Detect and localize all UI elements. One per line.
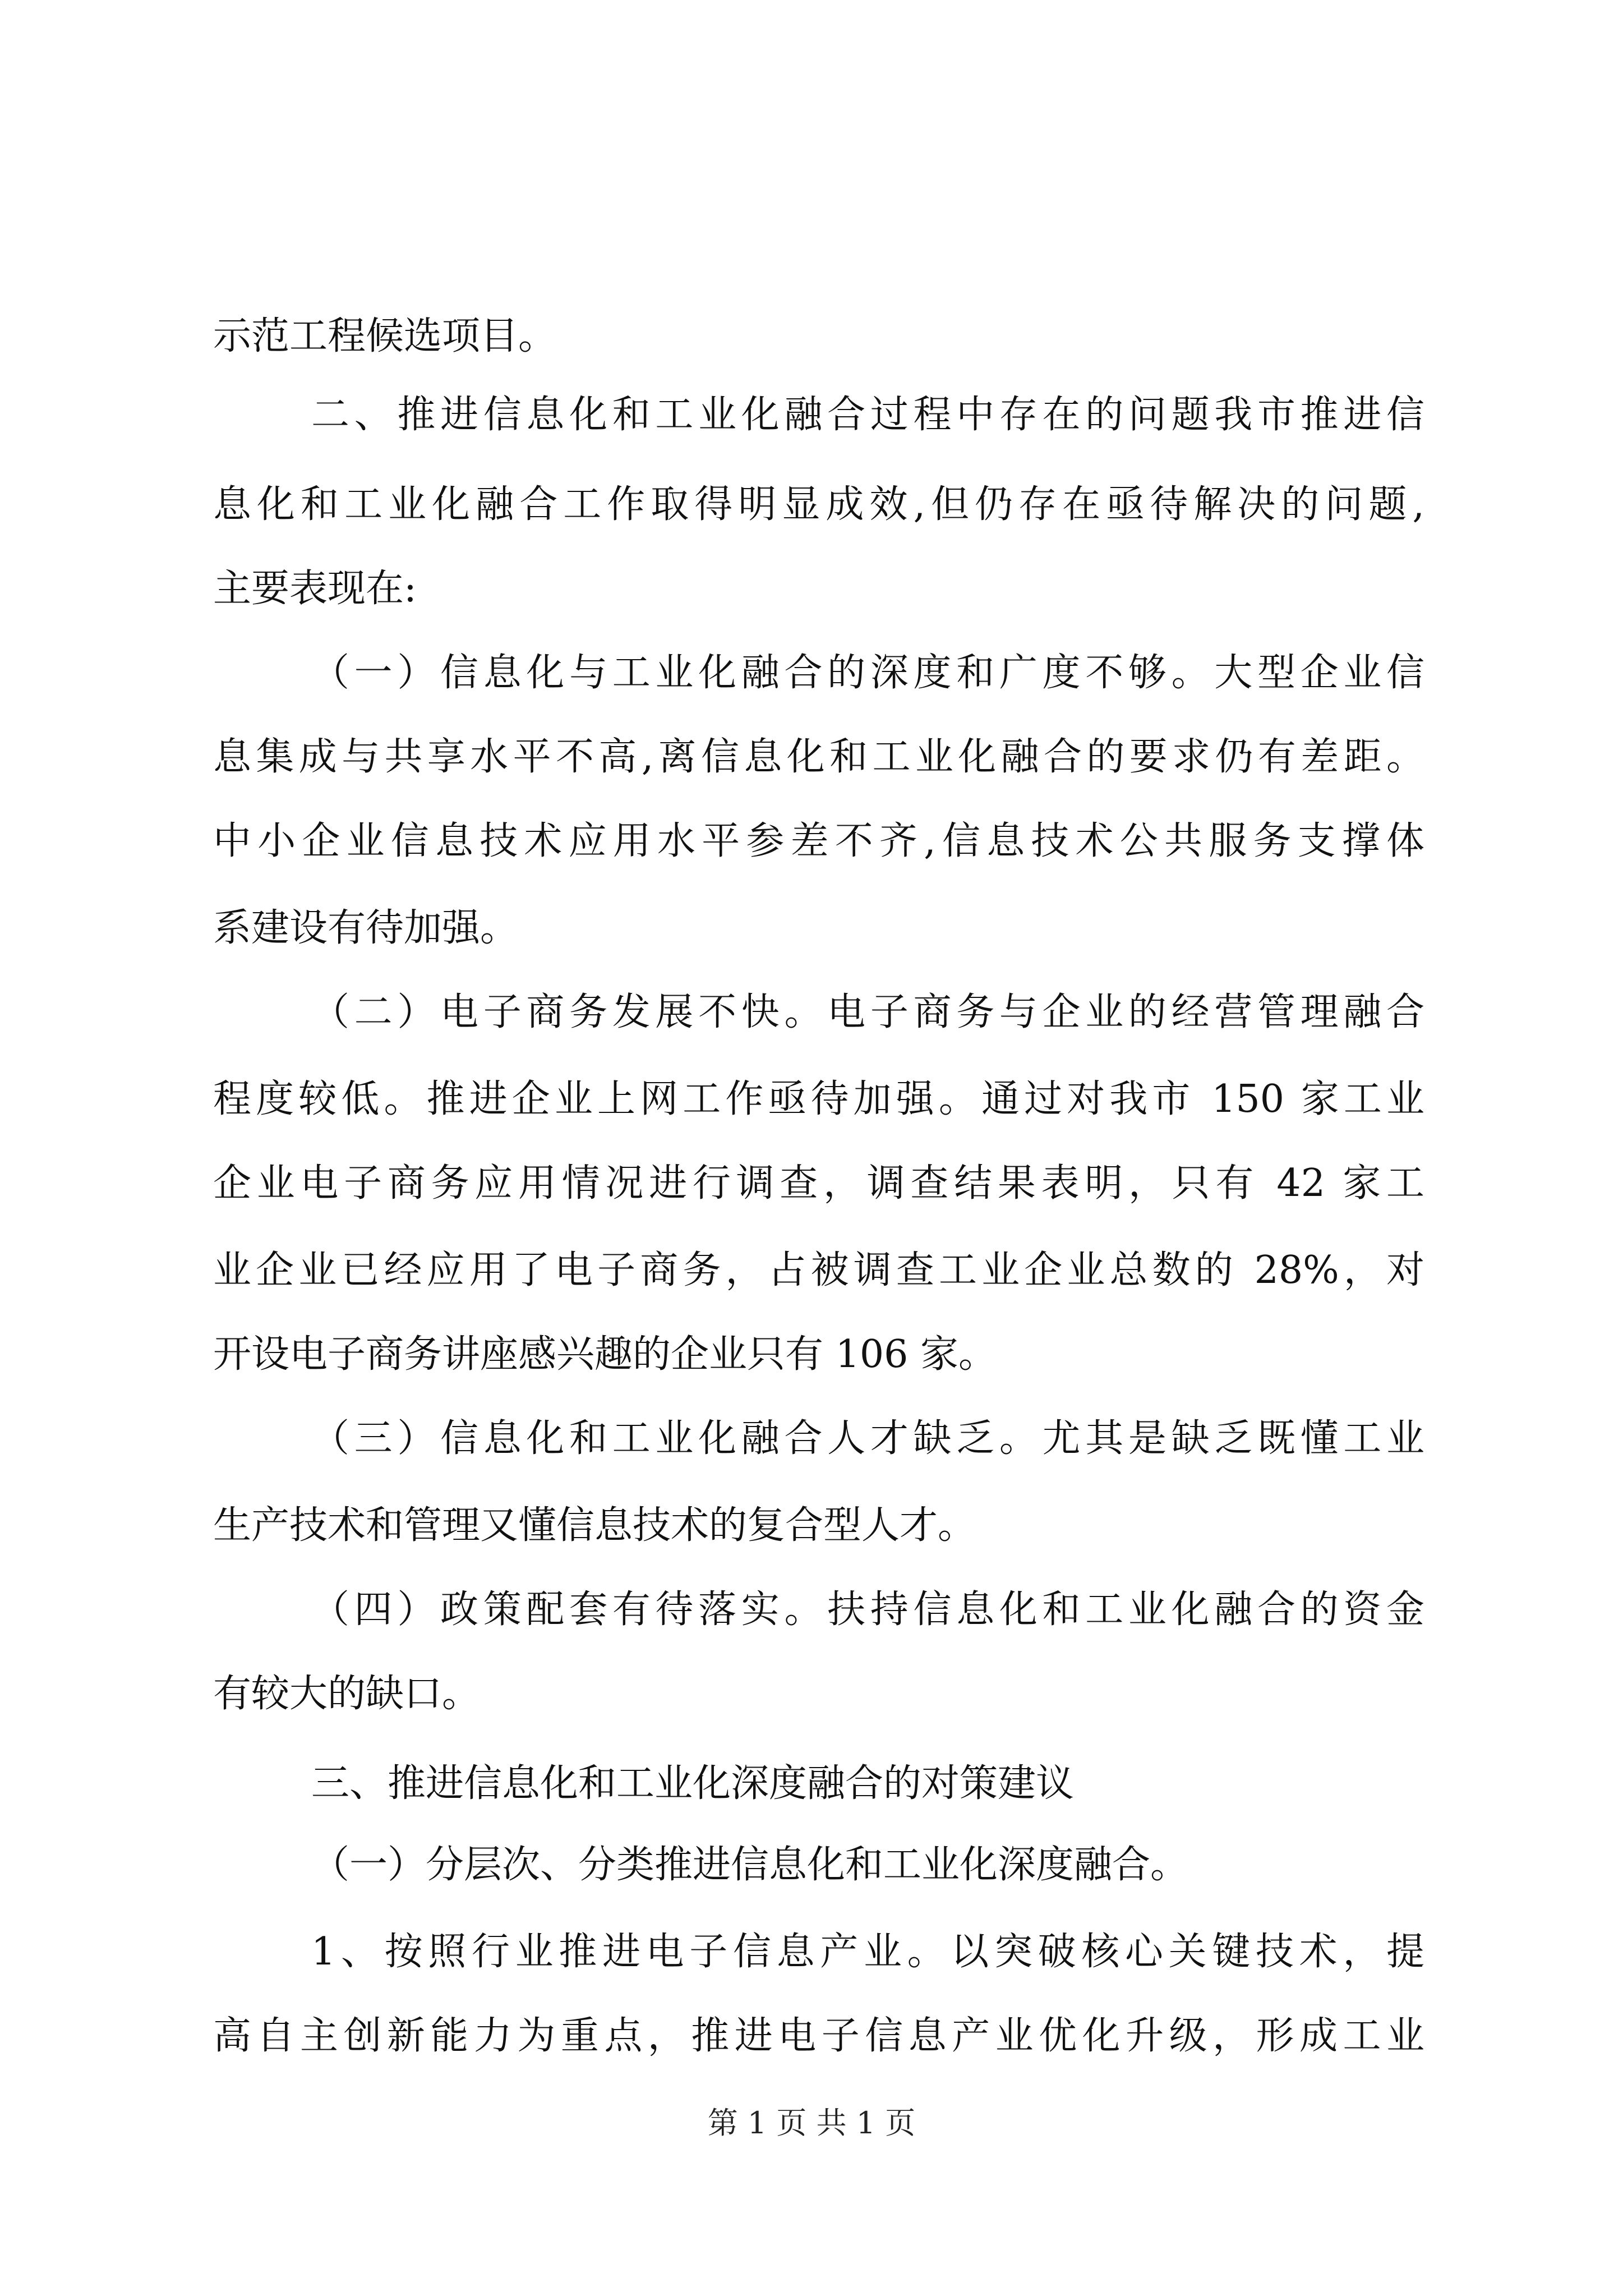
paragraph-line: 息集成与共享水平不高,离信息化和工业化融合的要求仍有差距。 bbox=[213, 735, 1424, 779]
paragraph-line: （三）信息化和工业化融合人才缺乏。尤其是缺乏既懂工业 bbox=[311, 1416, 1424, 1461]
paragraph-line: 1、按照行业推进电子信息产业。以突破核心关键技术，提 bbox=[311, 1930, 1424, 1974]
paragraph-line: 有较大的缺口。 bbox=[213, 1672, 481, 1716]
paragraph-line: 业企业已经应用了电子商务，占被调查工业企业总数的 28%，对 bbox=[213, 1248, 1424, 1292]
paragraph-line: 息化和工业化融合工作取得明显成效,但仍存在亟待解决的问题, bbox=[213, 482, 1424, 527]
paragraph-line: 开设电子商务讲座感兴趣的企业只有 106 家。 bbox=[213, 1332, 997, 1377]
paragraph-line: （一）信息化与工业化融合的深度和广度不够。大型企业信 bbox=[311, 651, 1424, 695]
paragraph-line: 企业电子商务应用情况进行调查，调查结果表明，只有 42 家工 bbox=[213, 1161, 1424, 1205]
paragraph-line: 二、推进信息化和工业化融合过程中存在的问题我市推进信 bbox=[311, 393, 1424, 437]
paragraph-line: 示范工程候选项目。 bbox=[213, 314, 557, 358]
subsection-heading: （一）分层次、分类推进信息化和工业化深度融合。 bbox=[311, 1843, 1189, 1887]
section-heading: 三、推进信息化和工业化深度融合的对策建议 bbox=[311, 1761, 1075, 1806]
paragraph-line: 高自主创新能力为重点，推进电子信息产业优化升级，形成工业 bbox=[213, 2014, 1424, 2058]
paragraph-line: 主要表现在: bbox=[213, 567, 417, 611]
paragraph-line: 生产技术和管理又懂信息技术的复合型人才。 bbox=[213, 1503, 976, 1548]
page-footer: 第 1 页 共 1 页 bbox=[707, 2105, 916, 2141]
paragraph-line: （四）政策配套有待落实。扶持信息化和工业化融合的资金 bbox=[311, 1588, 1424, 1632]
paragraph-line: 系建设有待加强。 bbox=[213, 906, 519, 950]
paragraph-line: （二）电子商务发展不快。电子商务与企业的经营管理融合 bbox=[311, 990, 1424, 1034]
paragraph-line: 中小企业信息技术应用水平参差不齐,信息技术公共服务支撑体 bbox=[213, 819, 1424, 863]
paragraph-line: 程度较低。推进企业上网工作亟待加强。通过对我市 150 家工业 bbox=[213, 1077, 1424, 1121]
